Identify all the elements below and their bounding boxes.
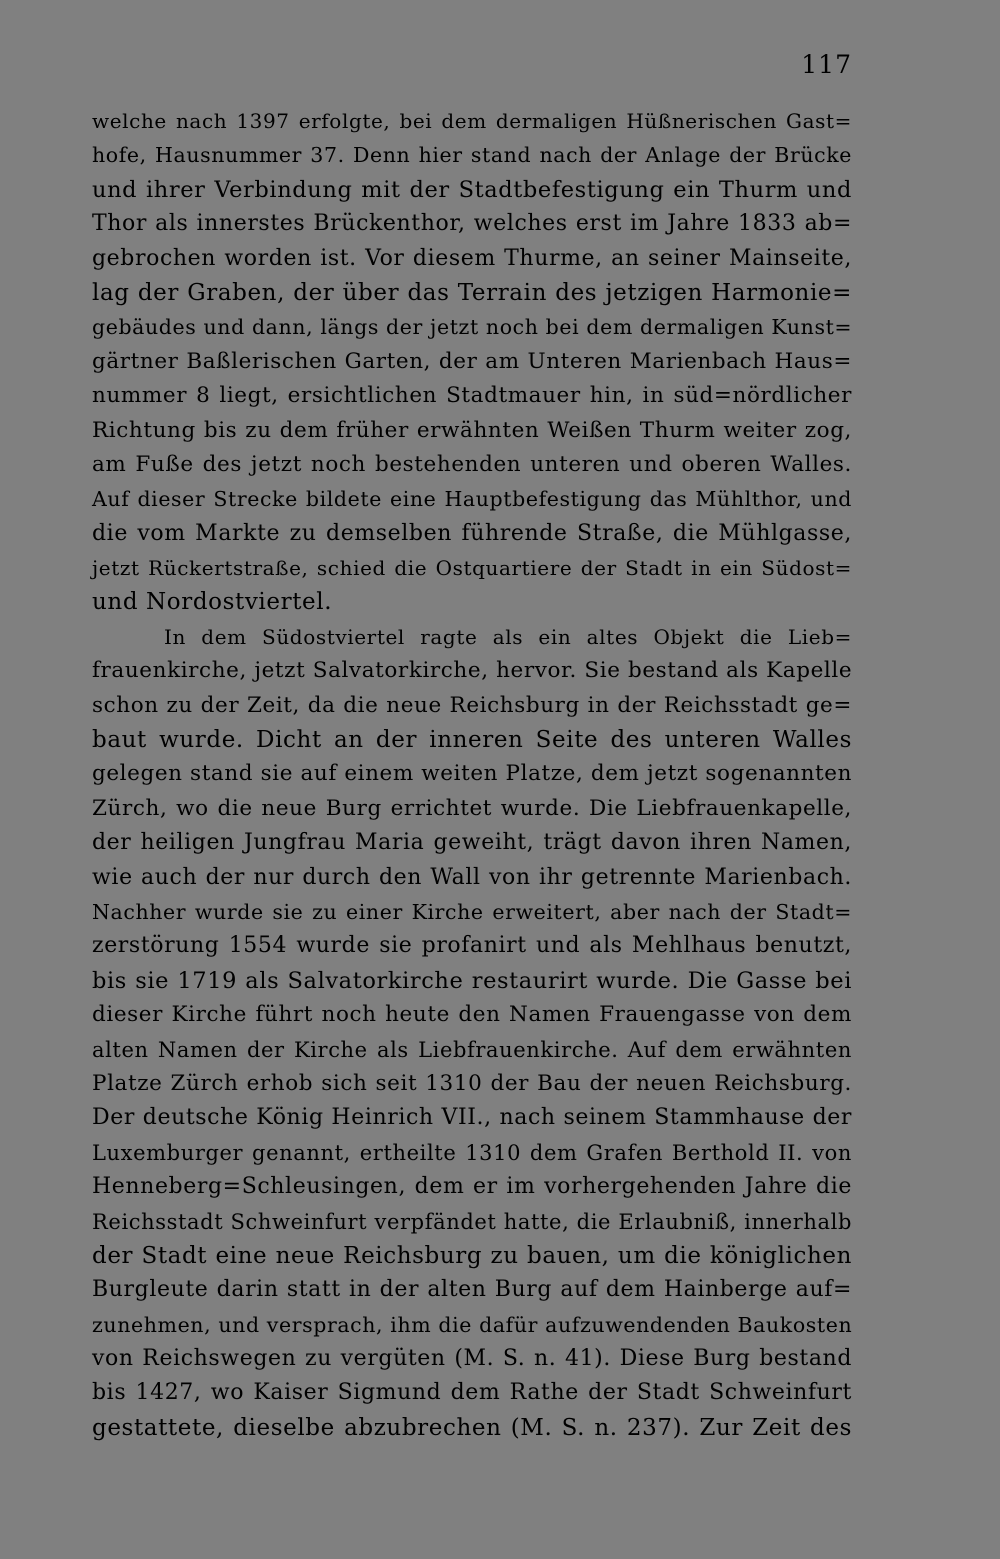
body-text [92,104,852,1445]
text-line: am Fuße des jetzt noch bestehenden unteren und oberen Walles. [92,451,852,477]
text-line: Reichsstadt Schweinfurt verpfändet hatte, die Erlaubniß, innerhalb [92,1209,852,1234]
text-line: baut wurde. Dicht an der inneren Seite des unteren Walles [92,727,852,754]
text-line: zerstörung 1554 wurde sie profanirt und als Mehlhaus benutzt, [92,933,852,959]
text-line: bis sie 1719 als Salvatorkirche restaurirt wurde. Die Gasse bei [92,967,852,994]
text-line: gestattete, dieselbe abzubrechen (M. S. n. 237). Zur Zeit des [92,1414,852,1441]
text-line: wie auch der nur durch den Wall von ihr getrennte Marienbach. [92,864,852,890]
text-line: lag der Graben, der über das Terrain des jetzigen Harmonie= [92,279,852,306]
text-line: Der deutsche König Heinrich VII., nach seinem Stammhause der [92,1105,852,1131]
text-line: alten Namen der Kirche als Liebfrauenkirche. Auf dem erwähnten [92,1037,852,1062]
text-line: Luxemburger genannt, ertheilte 1310 dem Grafen Berthold II. von [92,1140,852,1165]
text-line: nummer 8 liegt, ersichtlichen Stadtmauer hin, in süd=nördlicher [92,383,852,409]
text-line: die vom Markte zu demselben führende Straße, die Mühlgasse, [92,520,852,546]
text-line: gärtner Baßlerischen Garten, der am Unteren Marienbach Haus= [92,348,852,374]
text-line: und ihrer Verbindung mit der Stadtbefestigung ein Thurm und [92,176,852,203]
text-line: Richtung bis zu dem früher erwähnten Weißen Thurm weiter zog, [92,417,852,443]
text-line: gebrochen worden ist. Vor diesem Thurme, an seiner Mainseite, [92,245,852,271]
text-line: Platze Zürch erhob sich seit 1310 der Bau der neuen Reichsburg. [92,1070,852,1096]
page-number: 117 [801,50,852,79]
text-line: von Reichswegen zu vergüten (M. S. n. 41). Diese Burg bestand [92,1346,852,1372]
text-line: Zürch, wo die neue Burg errichtet wurde. Die Liebfrauenkapelle, [92,795,852,821]
text-line: Nachher wurde sie zu einer Kirche erweitert, aber nach der Stadt= [92,899,852,924]
text-line: schon zu der Zeit, da die neue Reichsburg in der Reichsstadt ge= [92,692,852,718]
text-line: Henneberg=Schleusingen, dem er im vorhergehenden Jahre die [92,1174,852,1200]
text-line: hofe, Hausnummer 37. Denn hier stand nach der Anlage der Brücke [92,143,852,168]
text-line: der Stadt eine neue Reichsburg zu bauen, um die königlichen [92,1242,852,1269]
text-line: welche nach 1397 erfolgte, bei dem dermaligen Hüßnerischen Gast= [92,109,852,133]
text-line: Thor als innerstes Brückenthor, welches erst im Jahre 1833 ab= [92,211,852,237]
text-line: gebäudes und dann, längs der jetzt noch bei dem dermaligen Kunst= [92,315,853,340]
text-line: Burgleute darin statt in der alten Burg auf dem Hainberge auf= [92,1277,852,1303]
paragraph-end-line: und Nordostviertel. [92,589,333,616]
text-line: dieser Kirche führt noch heute den Namen Frauengasse von dem [92,1002,852,1028]
paragraph-start-line: In dem Südostviertel ragte als ein altes Objekt die Lieb= [164,624,852,649]
text-line: der heiligen Jungfrau Maria geweiht, trägt davon ihren Namen, [92,830,852,856]
text-line: zunehmen, und versprach, ihm die dafür aufzuwendenden Baukosten [92,1312,853,1337]
text-line: Auf dieser Strecke bildete eine Hauptbefestigung das Mühlthor, und [92,487,852,512]
text-line: gelegen stand sie auf einem weiten Platze, dem jetzt sogenannten [92,761,853,787]
text-line: frauenkirche, jetzt Salvatorkirche, hervor. Sie bestand als Kapelle [92,658,853,684]
text-line: bis 1427, wo Kaiser Sigmund dem Rathe der Stadt Schweinfurt [92,1380,852,1406]
text-line: jetzt Rückertstraße, schied die Ostquartiere der Stadt in ein Südost= [92,556,852,581]
